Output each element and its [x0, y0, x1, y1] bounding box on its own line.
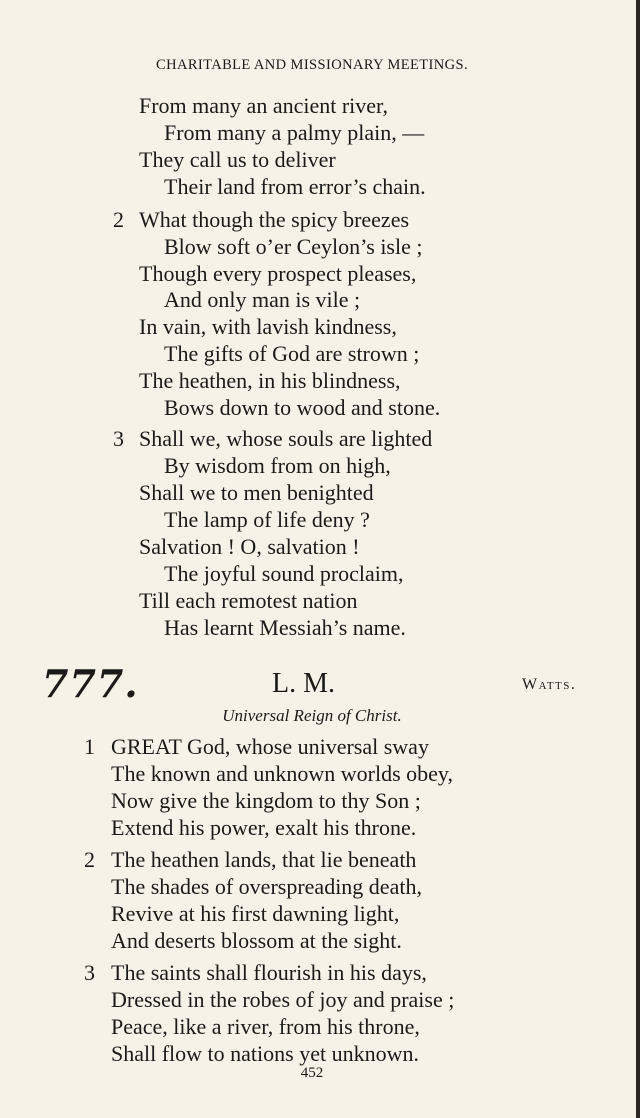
page-edge [636, 0, 640, 1118]
verse-line: The saints shall flourish in his days, [111, 960, 427, 985]
verse-line: Till each remotest nation [139, 588, 358, 613]
hymn-title: Universal Reign of Christ. [222, 706, 402, 725]
verse-line: Has learnt Messiah’s name. [164, 615, 406, 640]
verse-line: By wisdom from on high, [164, 453, 391, 478]
verse-line: Revive at his first dawning light, [111, 901, 400, 926]
hymn-number: 777. [42, 661, 139, 706]
hymn-meter: L. M. [272, 668, 335, 699]
verse-line: From many a palmy plain, — [164, 120, 425, 145]
verse-line: Shall we, whose souls are lighted [139, 426, 433, 451]
hymn-author: Watts. [522, 676, 577, 693]
verse-line: In vain, with lavish kindness, [139, 314, 397, 339]
verse-line: Shall we to men benighted [139, 480, 374, 505]
verse-line: The heathen lands, that lie beneath [111, 847, 417, 872]
verse-line: What though the spicy breezes [139, 207, 410, 232]
verse-line: The gifts of God are strown ; [164, 341, 420, 366]
verse-line: From many an ancient river, [139, 93, 388, 118]
verse-line: Though every prospect pleases, [139, 261, 417, 286]
stanza-number: 1 [84, 734, 95, 759]
verse-line: The heathen, in his blindness, [139, 368, 401, 393]
stanza-number: 2 [84, 847, 95, 872]
stanza-number: 2 [113, 207, 124, 232]
verse-line: Shall flow to nations yet unknown. [111, 1041, 419, 1066]
verse-line: Their land from error’s chain. [164, 174, 426, 199]
verse-line: Blow soft o’er Ceylon’s isle ; [164, 234, 423, 259]
stanza-number: 3 [84, 960, 95, 985]
verse-line: GREAT God, whose universal sway [111, 734, 429, 759]
verse-line: Salvation ! O, salvation ! [139, 534, 360, 559]
verse-line: And only man is vile ; [164, 287, 361, 312]
stanza-number: 3 [113, 426, 124, 451]
verse-line: Extend his power, exalt his throne. [111, 815, 417, 840]
verse-line: Now give the kingdom to thy Son ; [111, 788, 421, 813]
verse-line: The joyful sound proclaim, [164, 561, 404, 586]
verse-line: They call us to deliver [139, 147, 336, 172]
verse-line: Peace, like a river, from his throne, [111, 1014, 420, 1039]
running-head: CHARITABLE AND MISSIONARY MEETINGS. [156, 57, 468, 73]
verse-line: The shades of overspreading death, [111, 874, 422, 899]
page-number: 452 [300, 1065, 324, 1081]
verse-line: The lamp of life deny ? [164, 507, 370, 532]
verse-line: Dressed in the robes of joy and praise ; [111, 987, 455, 1012]
verse-line: Bows down to wood and stone. [164, 395, 441, 420]
verse-line: The known and unknown worlds obey, [111, 761, 453, 786]
verse-line: And deserts blossom at the sight. [111, 928, 402, 953]
